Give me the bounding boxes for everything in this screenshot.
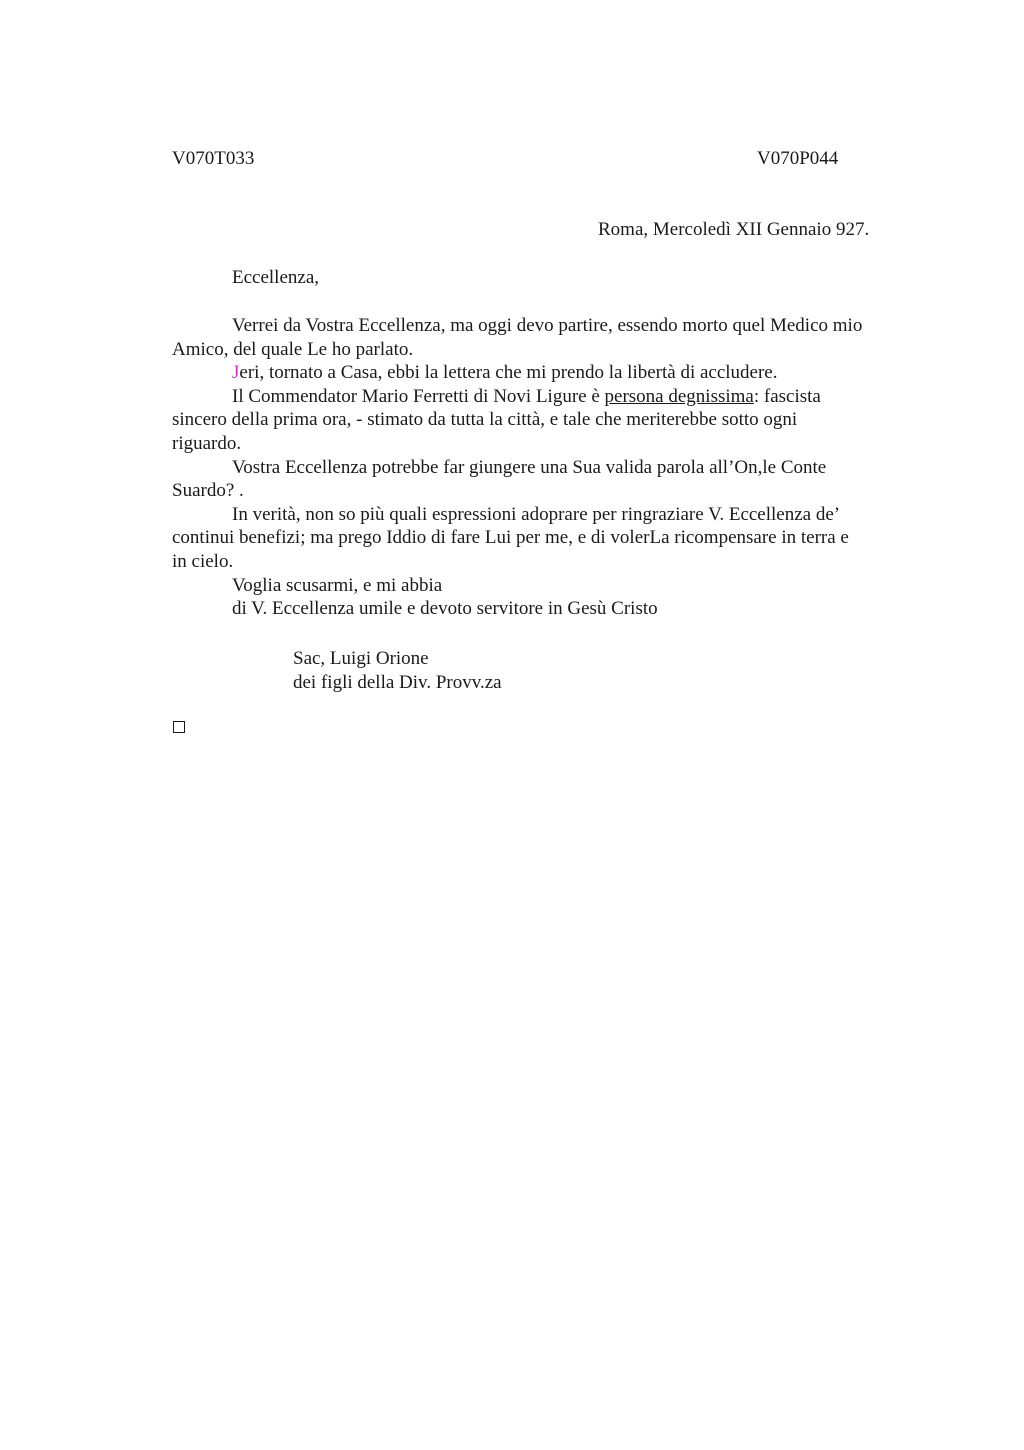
letter-body — [172, 314, 932, 621]
paragraph-3 — [172, 385, 932, 456]
paragraph-5-line-1: In verità, non so più quali espressioni adoprare per ringraziare V. Eccellenza de’ — [232, 503, 841, 525]
paragraph-3-line-1 — [172, 385, 932, 409]
paragraph-3-line-3: riguardo. — [172, 432, 242, 454]
paragraph-5-line-2: continui benefizi; ma prego Iddio di fare Lui per me, e di volerLa ricompensare in terra e — [172, 527, 849, 549]
closing-line-2: di V. Eccellenza umile e devoto servitore in Gesù Cristo — [232, 598, 658, 620]
letter-date: Roma, Mercoledì XII Gennaio 927. — [598, 219, 870, 240]
document-code-left: V070T033 — [172, 148, 255, 169]
closing — [172, 574, 932, 621]
empty-square-icon — [173, 721, 185, 733]
paragraph-2 — [172, 361, 932, 385]
paragraph-2-initial: J — [232, 362, 240, 384]
paragraph-3-text-a: Il Commendator Mario Ferretti di Novi Ligure è — [232, 385, 605, 407]
document-code-right: V070P044 — [757, 148, 839, 169]
paragraph-4 — [172, 456, 932, 503]
paragraph-1-line-2: Amico, del quale Le ho parlato. — [172, 338, 414, 360]
paragraph-2-text: eri, tornato a Casa, ebbi la lettera che mi prendo la libertà di accludere. — [239, 362, 778, 384]
signature-title: dei figli della Div. Provv.za — [293, 672, 502, 693]
paragraph-5 — [172, 503, 932, 574]
paragraph-4-line-1: Vostra Eccellenza potrebbe far giungere una Sua valida parola all’On,le Conte — [232, 456, 827, 478]
paragraph-1-line-1: Verrei da Vostra Eccellenza, ma oggi devo partire, essendo morto quel Medico mio — [232, 315, 863, 336]
paragraph-5-line-3: in cielo. — [172, 550, 234, 572]
paragraph-1 — [172, 314, 932, 361]
paragraph-4-line-2: Suardo? . — [172, 480, 244, 502]
letter-salutation: Eccellenza, — [232, 267, 320, 288]
signature-name: Sac, Luigi Orione — [293, 648, 429, 669]
paragraph-3-line-2: sincero della prima ora, - stimato da tutta la città, e tale che meriterebbe sotto ogni — [172, 409, 798, 431]
paragraph-3-text-b: : fascista — [753, 385, 821, 407]
paragraph-2-line-1 — [172, 361, 932, 385]
underlined-phrase: persona degnissima — [604, 385, 754, 407]
closing-line-1: Voglia scusarmi, e mi abbia — [232, 574, 443, 596]
